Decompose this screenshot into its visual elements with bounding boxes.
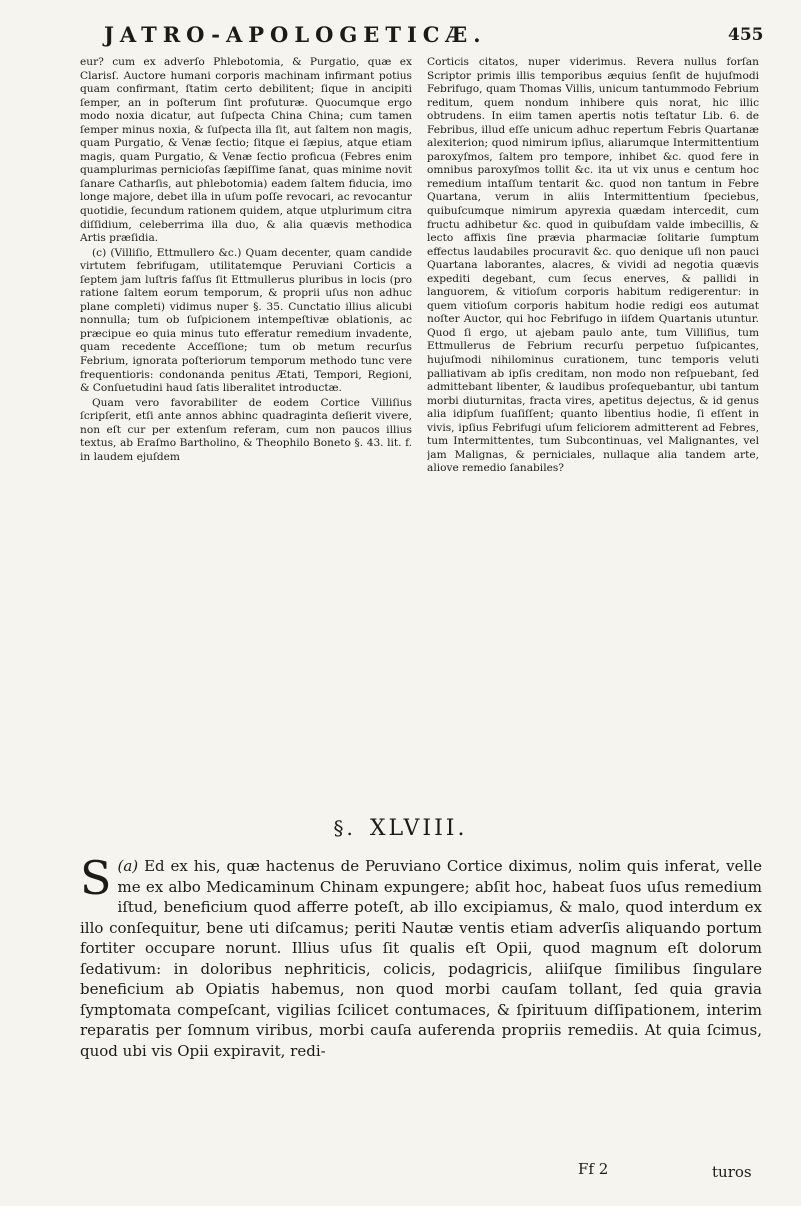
section-heading (0, 816, 801, 841)
right-paragraph-1: Corticis citatos, nuper viderimus. Revera nullus forſan Scriptor primis illis temporibus æquius ſenſit de hujuſmodi Febrifugo, quam Thomas Villis, unicum tantummodo Febrium reditum, quem nondum inhibere quis norat, hic illic obtrudens. In eiim tamen apertis notis teſtatur Lib. 6. de Febribus, illud eſſe unicum adhuc repertum Febris Quartanæ alexiterion; quod nimirum ipſius, aliarumque Intermittentium paroxyſmos, ſaltem pro tempore, inhibet &c. quod fere in omnibus paroxyſmos tollit &c. ita ut vix unus e centum hoc remedium intaſſum tentarit &c. quod non tantum in Febre Quartana, verum in aliis Intermittentium ſpeciebus, quibuſcumque nimirum apyrexia quædam intercedit, cum fructu adhibetur &c. quod in quibuſdam valde imbecillis, & lecto affixis ſine prævia pharmaciæ ſolitarie ſumptum effectus laudabiles procuravit &c. quo denique uſi non pauci Quartana laborantes, alacres, & vividi ad negotia quævis expediti degebant, cum ſecus enerves, & pallidi in languorem, & vitioſum corporis habitum redigerentur: in quem vitioſum corporis habitum hodie redigi eos autumat noſter Auctor, qui hoc Febrifugo in iiſdem Quartanis utuntur. Quod ſi ergo, ut ajebam paulo ante, tum Villiſius, tum Ettmullerus de Febrium recurſu perpetuo ſuſpicantes, hujuſmodi nihilominus curationem, tunc temporis veluti palliativam ab ipſis creditam, non modo non reſpuebant, ſed admittebant libenter, & laudibus proſequebantur, ubi tantum morbi diuturnitas, fracta vires, apetitus dejectus, & id genus alia idipſum ſuaſiſſent; quanto libentius hodie, ſi eſſent in vivis, ipſius Febrifugi uſum feliciorem admitterent ad Febres, tum Intermittentes, tum Subcontinuas, vel Malignantes, vel jam Malignas, & perniciales, nullaque alia tandem arte, aliove remedio ſanabiles? (427, 56, 759, 475)
left-column (80, 56, 412, 746)
left-paragraph-3: Quam vero favorabiliter de eodem Cortice Villiſius ſcripſerit, etſi ante annos abhinc quadraginta deſierit vivere, non eſt cur per extenſum referam, cum non paucos illius textus, ab Eraſmo Bartholino, & Theophilo Boneto §. 43. lit. f. in laudem ejuſdem (80, 396, 412, 463)
signature-mark: Ff 2 (578, 1160, 609, 1178)
running-title: JATRO-APOLOGETICÆ. (104, 22, 487, 47)
section-body (80, 856, 762, 1156)
section-number: XLVIII. (369, 816, 468, 841)
page-footer (0, 1160, 801, 1190)
section-sign: §. (333, 816, 356, 840)
left-paragraph-2: (c) (Villiſio, Ettmullero &c.) Quam decenter, quam candide virtutem febrifugam, utilitatemque Peruviani Corticis a ſeptem jam luſtris faſſus ſit Ettmullerus pluribus in locis (pro ratione ſaltem eorum temporum, & proprii uſus non adhuc plane completi) vidimus nuper §. 35. Cunctatio illius alicubi nonnulla; tum ob ſuſpicionem intempeſtivæ oblationis, ac præcipue eo quia minus tuto efferatur remedium invadente, quam recedente Acceſſione; tum ob metum recurſus Febrium, ignorata poſteriorum temporum methodo tunc vere frequentioris: condonanda penitus Ætati, Tempori, Regioni, & Conſuetudini haud ſatis liberalitet introductæ. (80, 246, 412, 395)
section-body-text: Ed ex his, quæ hactenus de Peruviano Cortice diximus, nolim quis inferat, velle me ex albo Medicaminum Chinam expungere; abſit hoc, habeat ſuos uſus remedium iſtud, beneficium quod afferre poteſt, ab illo excipiamus, & malo, quod interdum ex illo conſequitur, bene uti diſcamus; periti Nautæ ventis etiam adverſis aliquando portum fortiter occupare norunt. Illius uſus ſit qualis eſt Opii, quod magnum eſt dolorum ſedativum: in doloribus nephriticis, colicis, podagricis, aliiſque ſimilibus ſingulare beneficium ab Opiatis habemus, non quod morbi cauſam tollant, ſed quia gravia ſymptomata compeſcant, vigilias ſcilicet contumaces, & ſpirituum diſſipationem, interim reparatis per ſomnum viribus, morbi cauſa auferenda propriis remediis. At quia ſcimus, quod ubi vis Opii expiravit, redi- (80, 857, 762, 1060)
catchword: turos (712, 1163, 752, 1181)
right-column (427, 56, 759, 746)
drop-capital: S (80, 856, 112, 905)
note-marker: (a) (117, 857, 139, 875)
page-number: 455 (728, 25, 764, 45)
left-paragraph-1: eur? cum ex adverſo Phlebotomia, & Purgatio, quæ ex Clarisſ. Auctore humani corporis machinam infirmant potius quam confirmant, ſtatim certo debilitent; ſique in ancipiti ſemper, an in poſterum ſint profuturæ. Quocumque ergo modo noxia dicatur, aut ſuſpecta China China; cum tamen ſemper minus noxia, & ſuſpecta illa ſit, aut ſaltem non magis, quam Purgatio, & Venæ ſectio; ſitque ei ſæpius, atque etiam magis, quam Purgatio, & Venæ ſectio proficua (Febres enim quamplurimas pernicioſas ſæpiſſime ſanat, quas minime novit ſanare Catharſis, aut phlebotomia) eadem ſaltem fiducia, imo longe majore, debet illa in uſum poſſe revocari, ac revocantur quotidie, ſecundum rationem quidem, atque utplurimum citra diſſidium, celeberrima illa duo, & alia quævis methodica Artis præſidia. (80, 56, 412, 245)
